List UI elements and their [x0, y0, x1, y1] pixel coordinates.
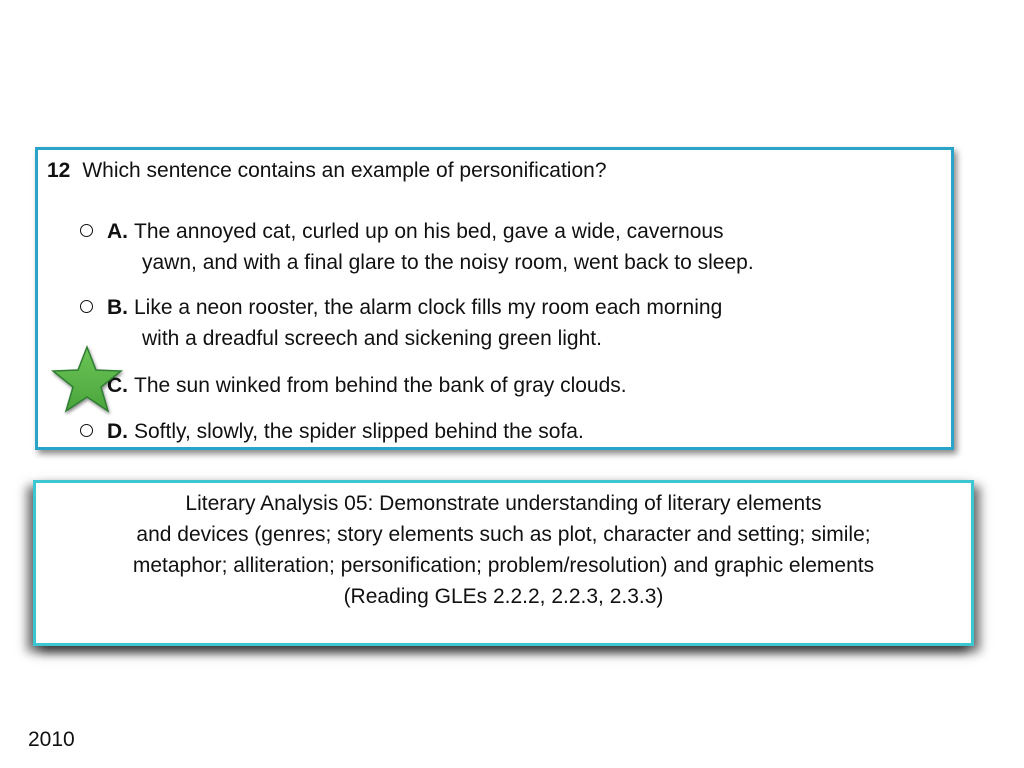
radio-circle-icon[interactable]	[80, 300, 93, 313]
option-text-line2: yawn, and with a final glare to the noisy room, went back to sleep.	[142, 251, 754, 274]
option-letter: A.	[107, 220, 128, 243]
option-d[interactable]	[80, 416, 584, 447]
star-icon	[47, 345, 127, 415]
option-text-line2: with a dreadful screech and sickening green light.	[142, 327, 602, 350]
question-number: 12	[47, 159, 71, 182]
option-letter: D.	[107, 420, 128, 443]
standard-box	[33, 480, 974, 646]
option-text-line1: Softly, slowly, the spider slipped behind the sofa.	[134, 420, 584, 443]
question-header	[47, 158, 607, 184]
standard-line: Literary Analysis 05: Demonstrate understanding of literary elements	[185, 492, 822, 515]
option-a[interactable]	[80, 216, 754, 278]
option-letter: B.	[107, 296, 128, 319]
standard-line: metaphor; alliteration; personification; problem/resolution) and graphic elements	[132, 554, 875, 577]
standard-line: and devices (genres; story elements such as plot, character and setting; simile;	[136, 523, 871, 546]
question-prompt: Which sentence contains an example of personification?	[82, 159, 607, 182]
radio-circle-icon[interactable]	[80, 424, 93, 437]
option-text-line1: Like a neon rooster, the alarm clock fills my room each morning	[134, 296, 723, 319]
standard-text	[36, 488, 971, 612]
question-box	[35, 147, 954, 450]
option-text-line1: The sun winked from behind the bank of gray clouds.	[134, 374, 627, 397]
option-text-line1: The annoyed cat, curled up on his bed, gave a wide, cavernous	[134, 220, 724, 243]
year-label: 2010	[28, 728, 75, 751]
option-b[interactable]	[80, 292, 722, 354]
radio-circle-icon[interactable]	[80, 224, 93, 237]
option-letter: C.	[107, 374, 128, 397]
standard-line: (Reading GLEs 2.2.2, 2.2.3, 2.3.3)	[343, 585, 664, 608]
option-c[interactable]	[80, 370, 627, 401]
